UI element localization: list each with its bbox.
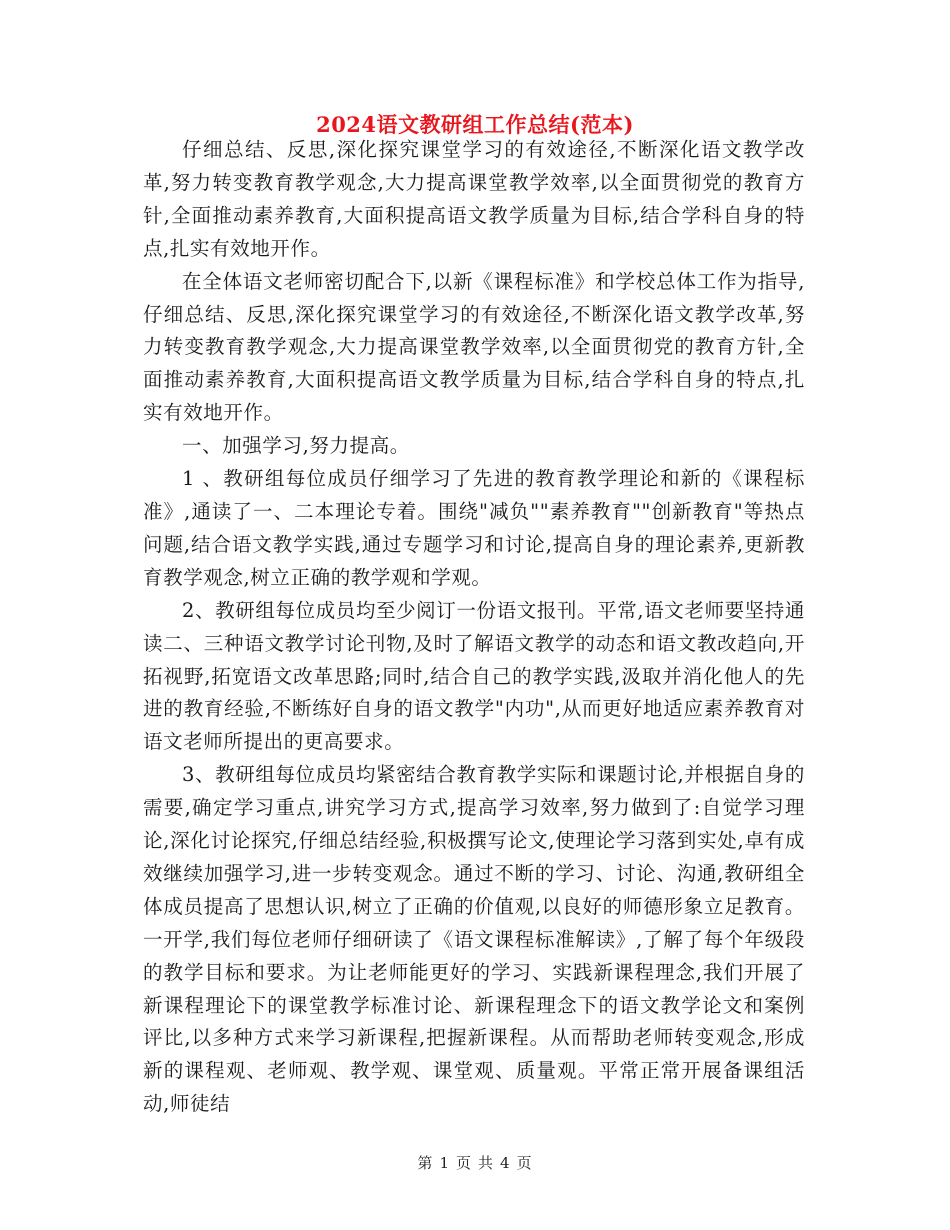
paragraph-item-1: 1 、教研组每位成员仔细学习了先进的教育教学理论和新的《课程标准》,通读了一、二本理论专着。围绕"减负""素养教育""创新教育"等热点问题,结合语文教学实践,通过专题学习和讨论,提高自身的理论素养,更新教育教学观念,树立正确的教学观和学观。 [143,467,805,589]
footer-total-prefix: 共 [478,1154,495,1172]
document-body [143,134,805,1121]
paragraph-item-2: 2、教研组每位成员均至少阅订一份语文报刊。平常,语文老师要坚持通读二、三种语文教学讨论刊物,及时了解语文教学的动态和语文教改趋向,开拓视野,拓宽语文改革思路;同时,结合自己的教学实践,汲取并消化他人的先进的教育经验,不断练好自身的语文教学"内功",从而更好地适应素养教育对语文老师所提出的更高要求。 [143,598,805,754]
footer-page-prefix: 第 [417,1154,434,1172]
document-title: 2024语文教研组工作总结(范本) [316,112,634,137]
footer-total-pages: 4 [500,1154,511,1172]
footer-page-suffix: 页 [516,1154,533,1172]
paragraph-item-3: 3、教研组每位成员均紧密结合教育教学实际和课题讨论,并根据自身的需要,确定学习重点,讲究学习方式,提高学习效率,努力做到了:自觉学习理论,深化讨论探究,仔细总结经验,积极撰写论文,使理论学习落到实处,卓有成效继续加强学习,进一步转变观念。通过不断的学习、讨论、沟通,教研组全体成员提高了思想认识,树立了正确的价值观,以良好的师德形象立足教育。一开学,我们每位老师仔细研读了《语文课程标准解读》,了解了每个年级段的教学目标和要求。为让老师能更好的学习、实践新课程理念,我们开展了新课程理论下的课堂教学标准讨论、新课程理念下的语文教学论文和案例评比,以多种方式来学习新课程,把握新课程。从而帮助老师转变观念,形成新的课程观、老师观、教学观、课堂观、质量观。平常正常开展备课组活动,师徒结 [143,763,805,1116]
page-footer [0,1152,950,1173]
footer-current-page: 1 [439,1154,450,1172]
footer-page-mid: 页 [455,1154,472,1172]
paragraph-guidance: 在全体语文老师密切配合下,以新《课程标准》和学校总体工作为指导,仔细总结、反思,深化探究课堂学习的有效途径,不断深化语文教学改革,努力转变教育教学观念,大力提高课堂教学效率,以全面贯彻党的教育方针,全面推动素养教育,大面积提高语文教学质量为目标,结合学科自身的特点,扎实有效地开作。 [143,269,805,425]
paragraph-intro: 仔细总结、反思,深化探究课堂学习的有效途径,不断深化语文教学改革,努力转变教育教学观念,大力提高课堂教学效率,以全面贯彻党的教育方针,全面推动素养教育,大面积提高语文教学质量为目标,结合学科自身的特点,扎实有效地开作。 [143,138,805,260]
section-heading: 一、加强学习,努力提高。 [182,434,410,458]
